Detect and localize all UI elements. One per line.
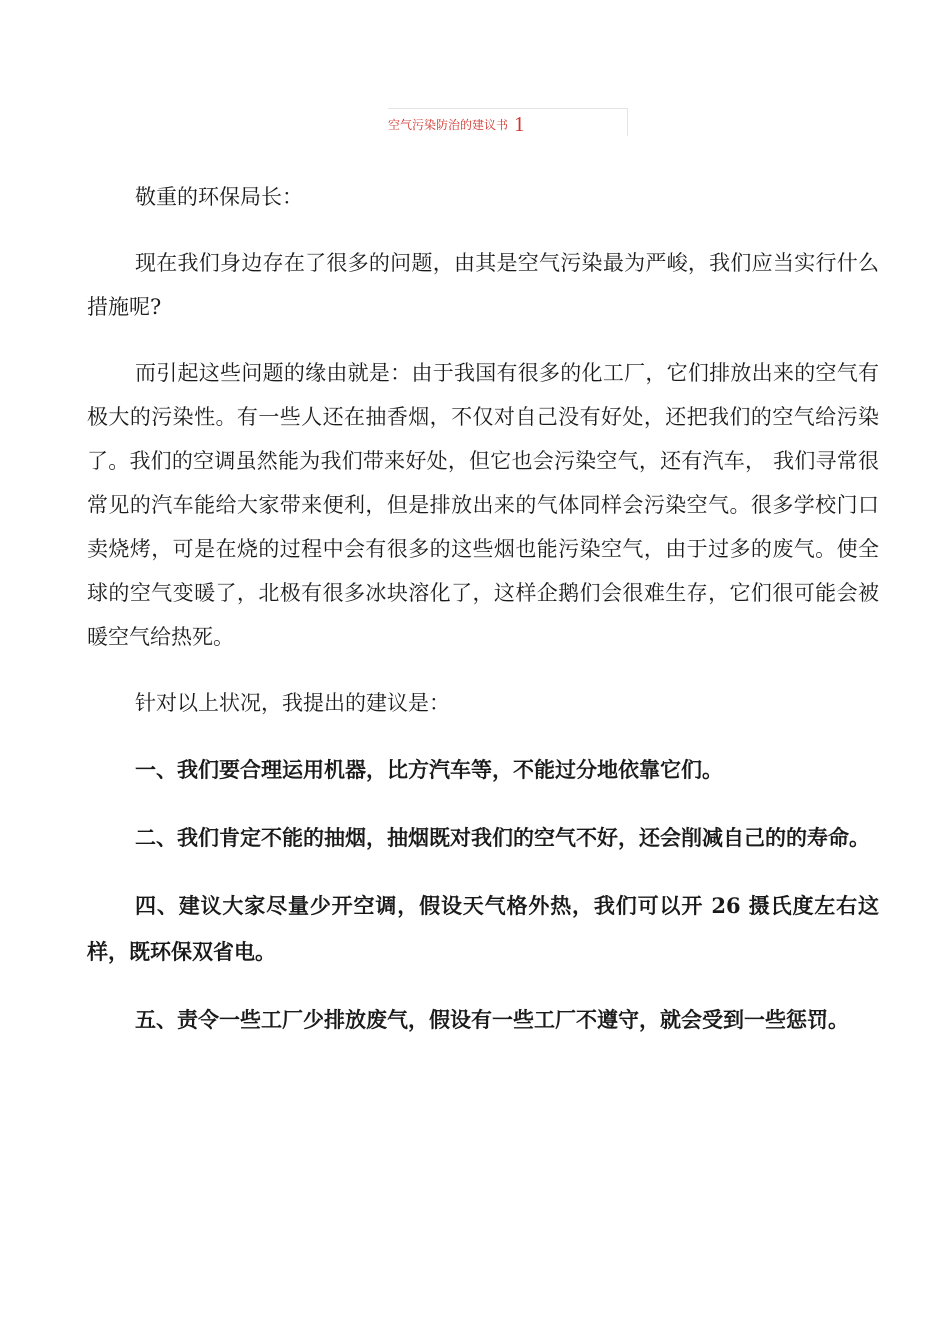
suggestion-item: 二、我们肯定不能的抽烟，抽烟既对我们的空气不好，还会削减自己的的寿命。 (135, 825, 870, 850)
suggestion-item: 一、我们要合理运用机器，比方汽车等，不能过分地依靠它们。 (135, 757, 723, 782)
paragraph-causes: 而引起这些问题的缘由就是：由于我国有很多的化工厂，它们排放出来的空气有极大的污染性。有一些人还在抽香烟，不仅对自己没有好处，还把我们的空气给污染了。我们的空调虽然能为我们带来好处，但它也会污染空气，还有汽车， 我们寻常很常见的汽车能给大家带来便利，但是排放出来的气体同样会污染空气。很多学校门口卖烧烤，可是在烧的过程中会有很多的这些烟也能污染空气，由于过多的废气。使全球的空气变暖了，北极有很多冰块溶化了，这样企鹅们会很难生存，它们很可能会被暖空气给热死。 (87, 361, 880, 649)
header-title-text: 空气污染防治的建议书 (388, 118, 509, 132)
letter-body (87, 175, 879, 1065)
paragraph-intro-suggestions: 针对以上状况，我提出的建议是： (135, 691, 450, 715)
document-header (388, 114, 525, 135)
suggestion-item: 四、建议大家尽量少开空调，假设天气格外热，我们可以开 26 摄氏度左右这样，既环保双省电。 (87, 893, 879, 964)
header-page-number: 1 (514, 112, 525, 136)
greeting: 敬重的环保局长： (135, 185, 303, 209)
suggestion-item: 五、责令一些工厂少排放废气，假设有一些工厂不遵守，就会受到一些惩罚。 (135, 1007, 849, 1032)
paragraph-problem: 现在我们身边存在了很多的问题，由其是空气污染最为严峻，我们应当实行什么措施呢? (87, 251, 879, 319)
